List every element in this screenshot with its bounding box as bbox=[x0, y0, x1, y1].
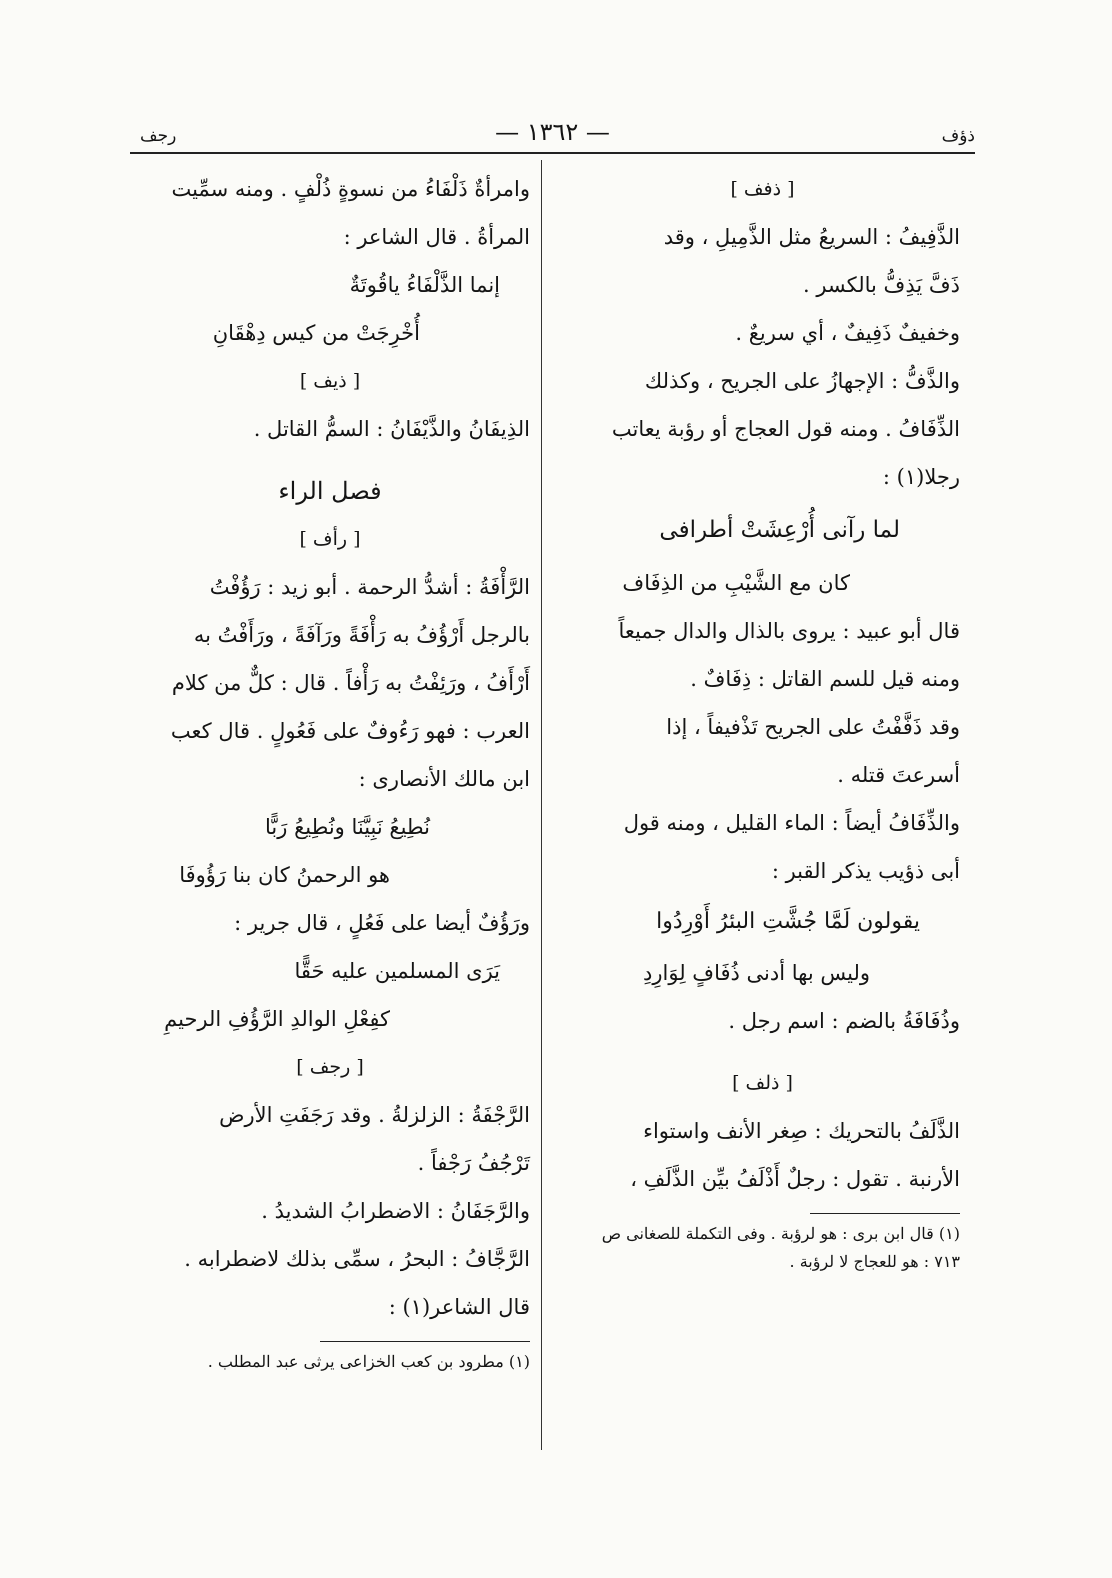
text-line: الذَّفِيفُ : السريعُ مثل الذَّمِيلِ ، وقد bbox=[663, 225, 960, 249]
text-line: العرب : فهو رَءُوفٌ على فَعُولٍ . قال كعب bbox=[170, 719, 530, 743]
entry-head-dhyf: [ ذيف ] bbox=[299, 370, 361, 392]
page-header bbox=[130, 118, 975, 154]
verse-line: نُطِيعُ نَبِيَّنَا ونُطِيعُ رَبًّا bbox=[265, 815, 430, 839]
text-line: الأرنبة . تقول : رجلٌ أَذْلَفُ بيِّن الذَّلَفِ ، bbox=[630, 1167, 960, 1191]
text-line: وامرأةٌ ذَلْفَاءُ من نسوةٍ ذُلْفٍ . ومنه سمِّيت bbox=[171, 177, 530, 201]
text-line: الذَّلَفُ بالتحريك : صِغر الأنف واستواء bbox=[643, 1119, 960, 1143]
text-line: المرأةُ . قال الشاعر : bbox=[343, 225, 530, 249]
entry-head-dhff: [ ذفف ] bbox=[730, 178, 795, 200]
text-line: أبى ذؤيب يذكر القبر : bbox=[771, 859, 960, 883]
text-line: قال الشاعر(١) : bbox=[388, 1295, 530, 1319]
text-line: ومنه قيل للسم القاتل : ذِفَافٌ . bbox=[690, 667, 960, 691]
verse-line: يَرَى المسلمين عليه حَقًّا bbox=[294, 959, 500, 983]
text-line: ذَفَّ يَذِفُّ بالكسر . bbox=[802, 273, 960, 297]
verse-line: إنما الذَّلْفَاءُ ياقُوتَةٌ bbox=[349, 273, 500, 297]
text-line: وخفيفٌ ذَفِيفٌ ، أي سريعٌ . bbox=[735, 321, 960, 345]
verse-line: وليس بها أدنى ذُفَافٍ لِوَارِدِ bbox=[643, 961, 870, 985]
verse-line: كان مع الشَّيْبِ من الذِفَاف bbox=[622, 571, 850, 595]
page-number: — ١٣٦٢ — bbox=[495, 118, 610, 146]
text-line: الرَّجَّافُ : البحرُ ، سمِّى بذلك لاضطرابه . bbox=[184, 1247, 530, 1271]
text-line: الذِيفَانُ والذَّيْفَانُ : السمُّ القاتل . bbox=[253, 417, 530, 441]
column-divider bbox=[541, 160, 542, 1450]
text-line: ورَؤُفٌ أيضا على فَعُلٍ ، قال جرير : bbox=[234, 911, 530, 935]
text-line: وذُفَافَةُ بالضم : اسم رجل . bbox=[728, 1009, 960, 1033]
footnote-line: ٧١٣ : هو للعجاج لا لرؤبة . bbox=[789, 1252, 960, 1271]
left-column bbox=[130, 165, 530, 1376]
header-left-keyword: رجف bbox=[140, 126, 177, 146]
entry-head-dhlf: [ ذلف ] bbox=[732, 1072, 793, 1094]
text-line: والذَّفُّ : الإجهازُ على الجريح ، وكذلك bbox=[644, 369, 960, 393]
text-line: وقد ذَفَّفْتُ على الجريح تَذْفيفاً ، إذا bbox=[666, 715, 960, 739]
text-line: ابن مالك الأنصارى : bbox=[358, 767, 530, 791]
text-line: الرَّأْفَةُ : أشدُّ الرحمة . أبو زيد : رَؤُفْتُ bbox=[209, 575, 530, 599]
text-line: أَرْأَفُ ، ورَئِفْتُ به رَأْفاً . قال : كلٌّ من كلام bbox=[171, 671, 530, 695]
text-line: رجلا(١) : bbox=[882, 465, 960, 489]
footnote-rule bbox=[320, 1341, 530, 1342]
right-column bbox=[565, 165, 960, 1276]
entry-head-raf: [ رأف ] bbox=[299, 528, 361, 550]
text-line: قال أبو عبيد : يروى بالذال والدال جميعاً bbox=[618, 619, 960, 643]
section-title: فصل الراء bbox=[278, 477, 382, 505]
footnote-rule bbox=[810, 1213, 960, 1214]
verse-line: كفِعْلِ الوالدِ الرَّؤُفِ الرحيمِ bbox=[164, 1007, 390, 1031]
text-line: أسرعتَ قتله . bbox=[837, 763, 960, 787]
text-line: والذِّفَافُ أيضاً : الماء القليل ، ومنه قول bbox=[623, 811, 960, 835]
spacer bbox=[130, 453, 530, 467]
footnote-line: (١) قال ابن برى : هو لرؤبة . وفى التكملة للصغانى ص bbox=[601, 1224, 960, 1243]
verse-line: لما رآنى أُرْعِشَتْ أطرافى bbox=[659, 517, 900, 543]
entry-head-rjf: [ رجف ] bbox=[296, 1056, 364, 1078]
verse-line: يقولون لَمَّا جُشَّتِ البئرُ أَوْرِدُوا bbox=[656, 909, 920, 934]
text-line: الرَّجْفَةُ : الزلزلةُ . وقد رَجَفَتِ الأرض bbox=[219, 1103, 530, 1127]
text-line: بالرجل أَرْؤُفُ به رَأْفَةً ورَآفَةً ، ورَأَفْتُ به bbox=[193, 623, 530, 647]
header-right-keyword: ذؤف bbox=[941, 126, 975, 146]
text-line: تَرْجُفُ رَجْفاً . bbox=[417, 1151, 530, 1175]
verse-line: أُخْرِجَتْ من كيس دِهْقَانِ bbox=[212, 321, 420, 345]
footnote-line: (١) مطرود بن كعب الخزاعى يرثى عبد المطلب . bbox=[207, 1352, 530, 1371]
verse-line: هو الرحمنُ كان بنا رَؤُوفَا bbox=[179, 863, 390, 887]
spacer bbox=[565, 1045, 960, 1059]
header-rule bbox=[130, 152, 975, 154]
text-line: الذِّفَافُ . ومنه قول العجاج أو رؤبة يعاتب bbox=[611, 417, 960, 441]
text-line: والرَّجَفَانُ : الاضطرابُ الشديدُ . bbox=[261, 1199, 530, 1223]
